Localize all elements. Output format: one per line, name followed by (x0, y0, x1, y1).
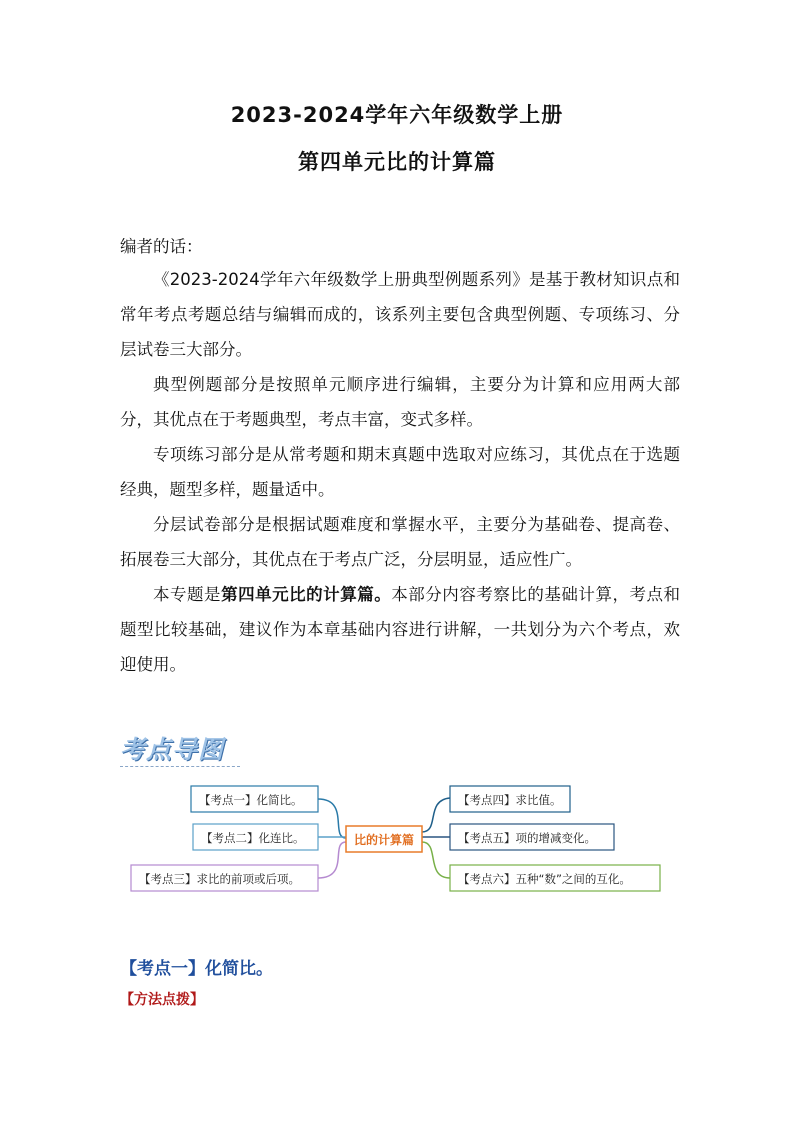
intro-paragraph-3: 专项练习部分是从常考题和期末真题中选取对应练习，其优点在于选题经典，题型多样，题量适中。 (120, 445, 680, 499)
p5-prefix: 本专题是 (153, 585, 222, 604)
connector-1 (318, 799, 346, 838)
topic-node-1-label: 【考点一】化简比。 (199, 793, 303, 807)
mindmap-title-underline (120, 766, 240, 767)
document-title-line-2: 第四单元比的计算篇 (298, 150, 496, 174)
connector-6 (422, 842, 450, 878)
connector-3 (318, 842, 346, 878)
topic-node-2-label: 【考点二】化连比。 (201, 831, 305, 845)
intro-paragraph-1: 《2023-2024学年六年级数学上册典型例题系列》是基于教材知识点和常年考点考题总结与编辑而成的，该系列主要包含典型例题、专项练习、分层试卷三大部分。 (120, 270, 680, 359)
topic-node-5-label: 【考点五】项的增减变化。 (458, 831, 596, 845)
connector-4 (422, 798, 450, 832)
method-subheading: 【方法点拨】 (120, 992, 204, 1008)
topic-node-4-label: 【考点四】求比值。 (458, 793, 562, 807)
section-heading: 【考点一】化简比。 (120, 959, 273, 979)
mindmap-diagram (0, 770, 794, 910)
intro-paragraph-4: 分层试卷部分是根据试题难度和掌握水平，主要分为基础卷、提高卷、拓展卷三大部分，其优点在于考点广泛，分层明显，适应性广。 (120, 515, 680, 569)
intro-paragraph-2: 典型例题部分是按照单元顺序进行编辑，主要分为计算和应用两大部分，其优点在于考题典型，考点丰富，变式多样。 (120, 375, 680, 429)
document-title-line-1: 2023-2024学年六年级数学上册 (230, 103, 564, 127)
center-node-label: 比的计算篇 (353, 833, 415, 847)
topic-node-3-label: 【考点三】求比的前项或后项。 (139, 872, 300, 886)
p5-bold-topic: 第四单元比的计算篇。 (221, 585, 392, 604)
editor-note-label: 编者的话： (120, 237, 203, 256)
topic-node-6-label: 【考点六】五种“数”之间的互化。 (458, 872, 631, 886)
mindmap-section-title: 考点导图 (120, 735, 225, 764)
p5-suffix: 本部分内容考察比的基础计算，考点和题型比较基础，建议作为本章基础内容进行讲解，一共划分为六个考点，欢迎使用。 (120, 585, 681, 674)
editor-note-body (120, 262, 680, 682)
intro-paragraph-5 (120, 577, 680, 682)
